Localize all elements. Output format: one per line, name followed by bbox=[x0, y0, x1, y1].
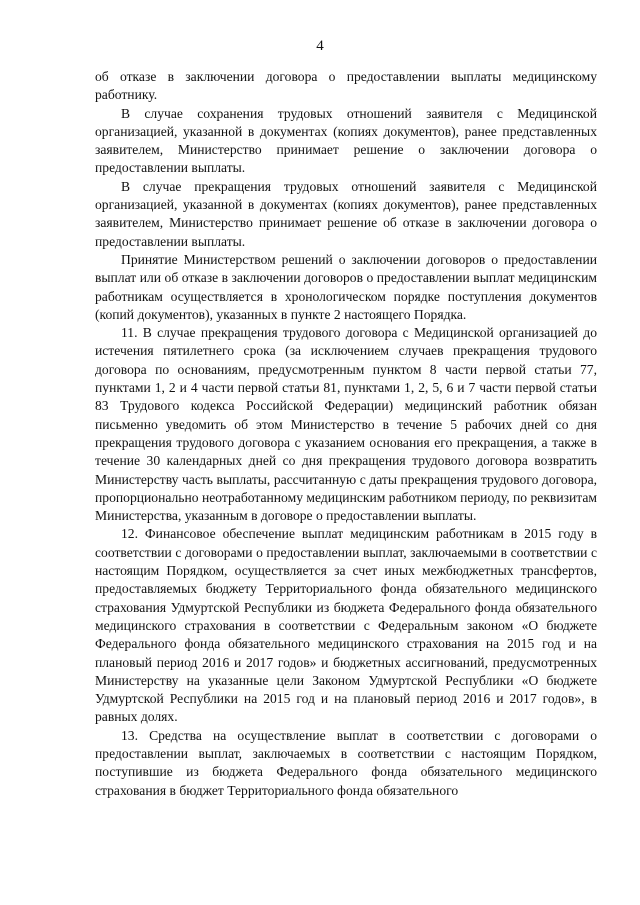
paragraph-employment-terminated: В случае прекращения трудовых отношений заявителя с Медицинской организацией, указанной в документах (копиях документов), ранее представленных заявителем, Министерство принимает решение об отказе в заключении договора о предоставлении выплаты. bbox=[95, 178, 597, 249]
paragraph-continuation: об отказе в заключении договора о предоставлении выплаты медицинскому работнику. bbox=[95, 69, 597, 103]
page-number: 4 bbox=[316, 38, 324, 54]
paragraph-clause-11: 11. В случае прекращения трудового договора с Медицинской организацией до истечения пятилетнего срока (за исключением случаев прекращения трудового договора по основаниям, предусмотренным пунктом 8 части первой статьи 77, пунктами 1, 2 и 4 части первой статьи 81, пунктами 1, 2, 5, 6 и 7 части первой статьи 83 Трудового кодекса Российской Федерации) медицинский работник обязан письменно уведомить об этом Министерство в течение 5 рабочих дней со дня прекращения трудового договора с указанием основания его прекращения, а также в течение 30 календарных дней со дня прекращения трудового договора возвратить Министерству часть выплаты, рассчитанную с даты прекращения трудового договора, пропорционально неотработанному медицинским работником периоду, по реквизитам Министерства, указанным в договоре о предоставлении выплаты. bbox=[95, 325, 597, 524]
paragraph-employment-retained: В случае сохранения трудовых отношений заявителя с Медицинской организацией, указанной в документах (копиях документов), ранее представленных заявителем, Министерство принимает решение о заключении договора о предоставлении выплаты. bbox=[95, 105, 597, 176]
paragraph-decision-order: Принятие Министерством решений о заключении договоров о предоставлении выплат или об отказе в заключении договоров о предоставлении выплат медицинским работникам осуществляется в хронологическом порядке поступления документов (копий документов), указанных в пункте 2 настоящего Порядка. bbox=[95, 251, 597, 322]
paragraph-clause-12: 12. Финансовое обеспечение выплат медицинским работникам в 2015 году в соответствии с договорами о предоставлении выплат, заключаемыми в соответствии с настоящим Порядком, осуществляется за счет иных межбюджетных трансфертов, предоставляемых бюджету Территориального фонда обязательного медицинского страхования Удмуртской Республики из бюджета Федерального фонда обязательного медицинского страхования в соответствии с Федеральным законом «О бюджете Федерального фонда обязательного медицинского страхования на 2015 год и на плановый период 2016 и 2017 годов» и бюджетных ассигнований, предусмотренных Министерству на указанные цели Законом Удмуртской Республики «О бюджете Удмуртской Республики на 2015 год и на плановый период 2016 и 2017 годов», в равных долях. bbox=[95, 526, 597, 725]
paragraph-clause-13: 13. Средства на осуществление выплат в соответствии с договорами о предоставлении выплат, заключаемых в соответствии с настоящим Порядком, поступившие из бюджета Федерального фонда обязательного медицинского страхования в бюджет Территориального фонда обязательного bbox=[95, 727, 597, 798]
document-body bbox=[95, 68, 597, 800]
